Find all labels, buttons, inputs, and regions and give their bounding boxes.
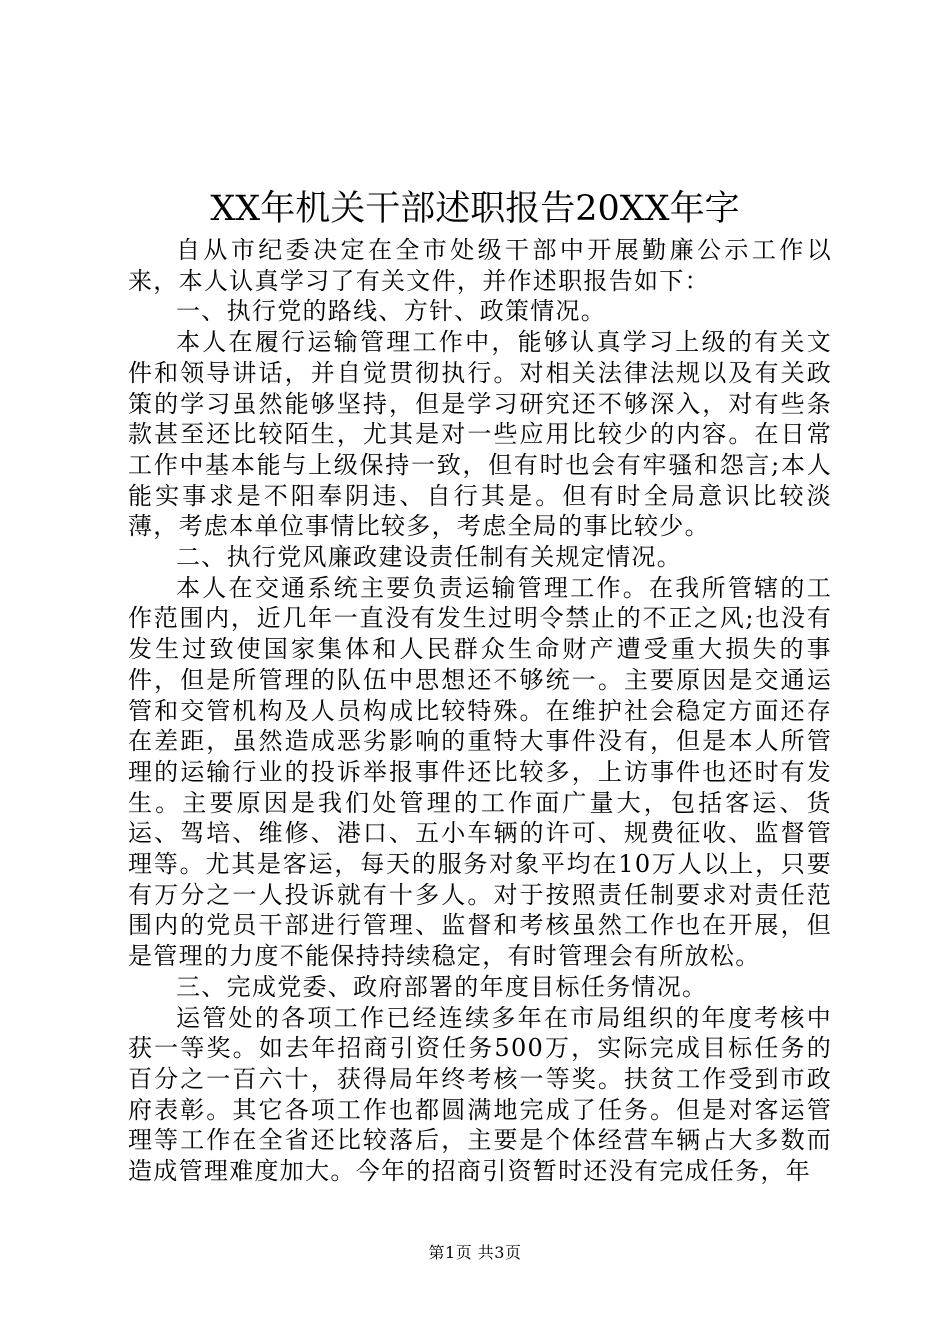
page-footer: 第1页 共3页 <box>428 1243 522 1262</box>
paragraph-section-1: 本人在履行运输管理工作中，能够认真学习上级的有关文件和领导讲话，并自觉贯彻执行。对相关法律法规以及有关政策的学习虽然能够坚持，但是学习研究还不够深入，对有些条款甚至还比较陌生，尤其是对一些应用比较少的内容。在日常工作中基本能与上级保持一致，但有时也会有牢骚和怨言;本人能实事求是不阳奉阴违、自行其是。但有时全局意识比较淡薄，考虑本单位事情比较多，考虑全局的事比较少。 <box>128 328 832 541</box>
paragraph-intro: 自从市纪委决定在全市处级干部中开展勤廉公示工作以来，本人认真学习了有关文件，并作述职报告如下： <box>128 236 832 295</box>
paragraph-section-2: 本人在交通系统主要负责运输管理工作。在我所管辖的工作范围内，近几年一直没有发生过明令禁止的不正之风;也没有发生过致使国家集体和人民群众生命财产遭受重大损失的事件，但是所管理的队伍中思想还不够统一。主要原因是交通运管和交管机构及人员构成比较特殊。在维护社会稳定方面还存在差距，虽然造成恶劣影响的重特大事件没有，但是本人所管理的运输行业的投诉举报事件还比较多，上访事件也还时有发生。主要原因是我们处管理的工作面广量大，包括客运、货运、驾培、维修、港口、五小车辆的许可、规费征收、监督管理等。尤其是客运，每天的服务对象平均在10万人以上，只要有万分之一人投诉就有十多人。对于按照责任制要求对责任范围内的党员干部进行管理、监督和考核虽然工作也在开展，但是管理的力度不能保持持续稳定，有时管理会有所放松。 <box>128 573 832 971</box>
section-heading-3: 三、完成党委、政府部署的年度目标任务情况。 <box>176 972 708 1001</box>
document-title: XX年机关干部述职报告20XX年字 <box>210 189 740 229</box>
paragraph-section-3: 运管处的各项工作已经连续多年在市局组织的年度考核中获一等奖。如去年招商引资任务500万，实际完成目标任务的百分之一百六十，获得局年终考核一等奖。扶贫工作受到市政府表彰。其它各项工作也都圆满地完成了任务。但是对客运管理等工作在全省还比较落后，主要是个体经营车辆占大多数而造成管理难度加大。今年的招商引资暂时还没有完成任务，年 <box>128 1003 832 1186</box>
document-body <box>128 235 832 1187</box>
section-heading-2: 二、执行党风廉政建设责任制有关规定情况。 <box>176 543 682 572</box>
section-heading-1: 一、执行党的路线、方针、政策情况。 <box>176 297 607 326</box>
